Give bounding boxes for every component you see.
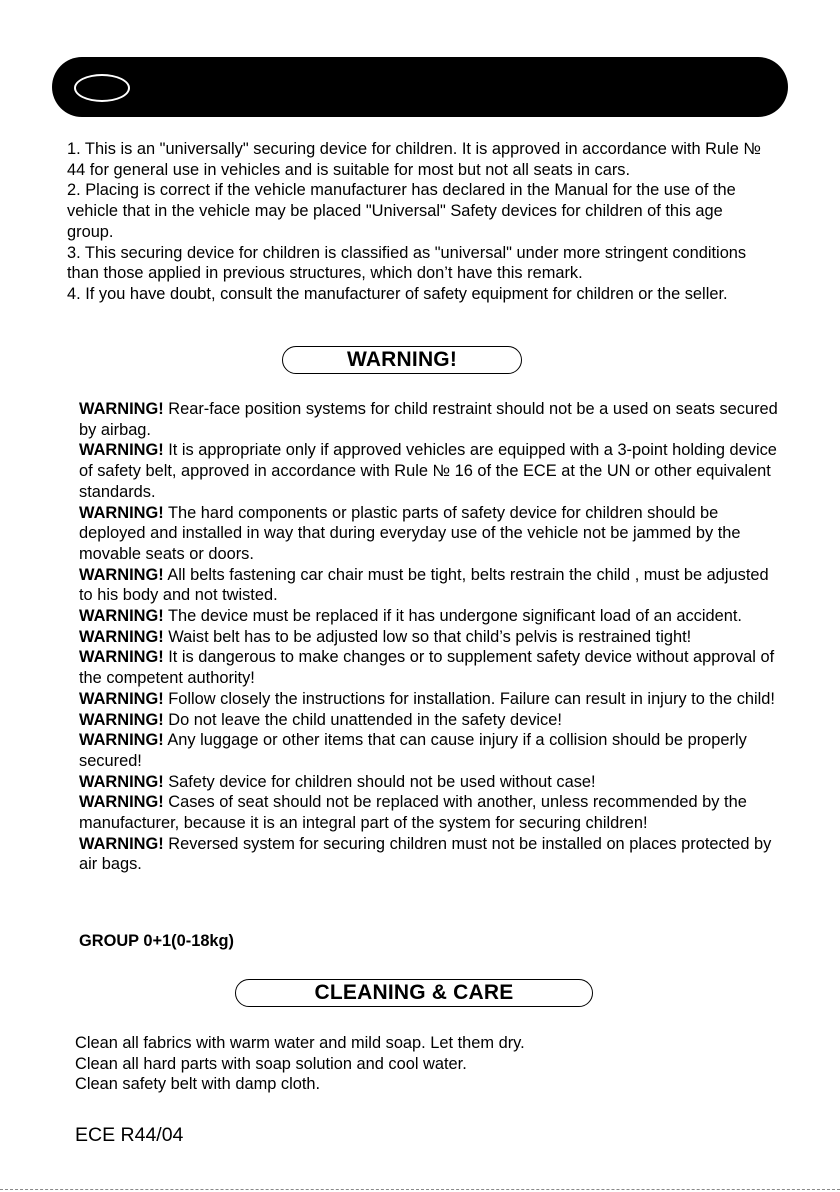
warning-prefix: WARNING! [79, 400, 164, 418]
warning-item [79, 627, 779, 648]
intro-paragraph-2: 2. Placing is correct if the vehicle manufacturer has declared in the Manual for the use of the vehicle that in the vehicle may be placed "Universal" Safety devices for children of this age group. [67, 181, 736, 241]
standard-code: ECE R44/04 [75, 1124, 184, 1146]
warning-prefix: WARNING! [79, 689, 164, 708]
intro-paragraph-4: 4. If you have doubt, consult the manufacturer of safety equipment for children or the seller. [67, 284, 728, 303]
warning-item [79, 399, 779, 440]
intro-paragraph-3: 3. This securing device for children is classified as "universal" under more stringent conditions than those applied in previous structures, which don’t have this remark. [67, 243, 747, 283]
cleaning-line-1: Clean all fabrics with warm water and mild soap. Let them dry. [75, 1034, 525, 1052]
intro-section [67, 139, 767, 305]
warning-prefix: WARNING! [79, 793, 164, 812]
warning-item [79, 647, 779, 688]
warning-text: Follow closely the instructions for installation. Failure can result in injury to the child! [168, 689, 775, 708]
warning-item [79, 772, 779, 793]
warning-item [79, 792, 779, 833]
warning-prefix: WARNING! [79, 648, 164, 667]
intro-paragraph-1: 1. This is an "universally" securing device for children. It is approved in accordance with Rule № 44 for general use in vehicles and is suitable for most but not all seats in cars. [67, 140, 761, 179]
warning-text: The device must be replaced if it has undergone significant load of an accident. [167, 607, 742, 626]
warning-item [79, 689, 779, 710]
warning-text: Do not leave the child unattended in the safety device! [168, 710, 562, 729]
warning-text: Waist belt has to be adjusted low so that child’s pelvis is restrained tight! [168, 627, 692, 646]
warning-prefix: WARNING! [79, 772, 164, 791]
warning-prefix: WARNING! [79, 710, 164, 729]
warning-item [79, 503, 779, 565]
warning-item [79, 730, 779, 771]
warning-text: All belts fastening car chair must be tight, belts restrain the child , must be adjusted to his body and not twisted. [79, 565, 769, 605]
warnings-list [79, 399, 779, 875]
warning-prefix: WARNING! [79, 834, 164, 853]
group-label: GROUP 0+1(0-18kg) [79, 932, 235, 950]
warning-text: Rear-face position systems for child restraint should not be a used on seats secured by airbag. [79, 400, 778, 439]
warning-text: The hard components or plastic parts of safety device for children should be deployed and installed in way that during everyday use of the vehicle not be jammed by the movable seats or doors. [79, 503, 741, 563]
warning-prefix: WARNING! [79, 731, 164, 750]
warning-text: Any luggage or other items that can cause injury if a collision should be properly secured! [79, 731, 747, 770]
warning-heading: WARNING! [282, 346, 522, 374]
warning-prefix: WARNING! [79, 503, 164, 522]
warning-prefix: WARNING! [79, 607, 164, 626]
warning-item [79, 834, 779, 875]
cleaning-section [75, 1033, 775, 1095]
page-bottom-edge [0, 1189, 840, 1190]
warning-item [79, 565, 779, 606]
language-badge-oval [74, 74, 130, 102]
cleaning-heading: CLEANING & CARE [235, 979, 593, 1007]
cleaning-line-2: Clean all hard parts with soap solution and cool water. [75, 1054, 467, 1073]
warning-item [79, 440, 779, 502]
warning-prefix: WARNING! [79, 627, 164, 646]
warning-prefix: WARNING! [79, 565, 164, 584]
cleaning-line-3: Clean safety belt with damp cloth. [75, 1075, 321, 1094]
warning-text: It is appropriate only if approved vehicles are equipped with a 3-point holding device of safety belt, approved in accordance with Rule № 16 of the ECE at the UN or other equivalent standards. [79, 441, 777, 501]
warning-text: Safety device for children should not be used without case! [168, 772, 596, 791]
warning-text: Cases of seat should not be replaced with another, unless recommended by the manufacturer, because it is an integral part of the system for securing children! [79, 793, 747, 833]
warning-prefix: WARNING! [79, 441, 164, 460]
warning-item [79, 710, 779, 731]
header-bar [52, 57, 788, 117]
warning-item [79, 606, 779, 627]
warning-text: Reversed system for securing children must not be installed on places protected by air bags. [79, 834, 772, 874]
warning-text: It is dangerous to make changes or to supplement safety device without approval of the competent authority! [79, 648, 775, 688]
